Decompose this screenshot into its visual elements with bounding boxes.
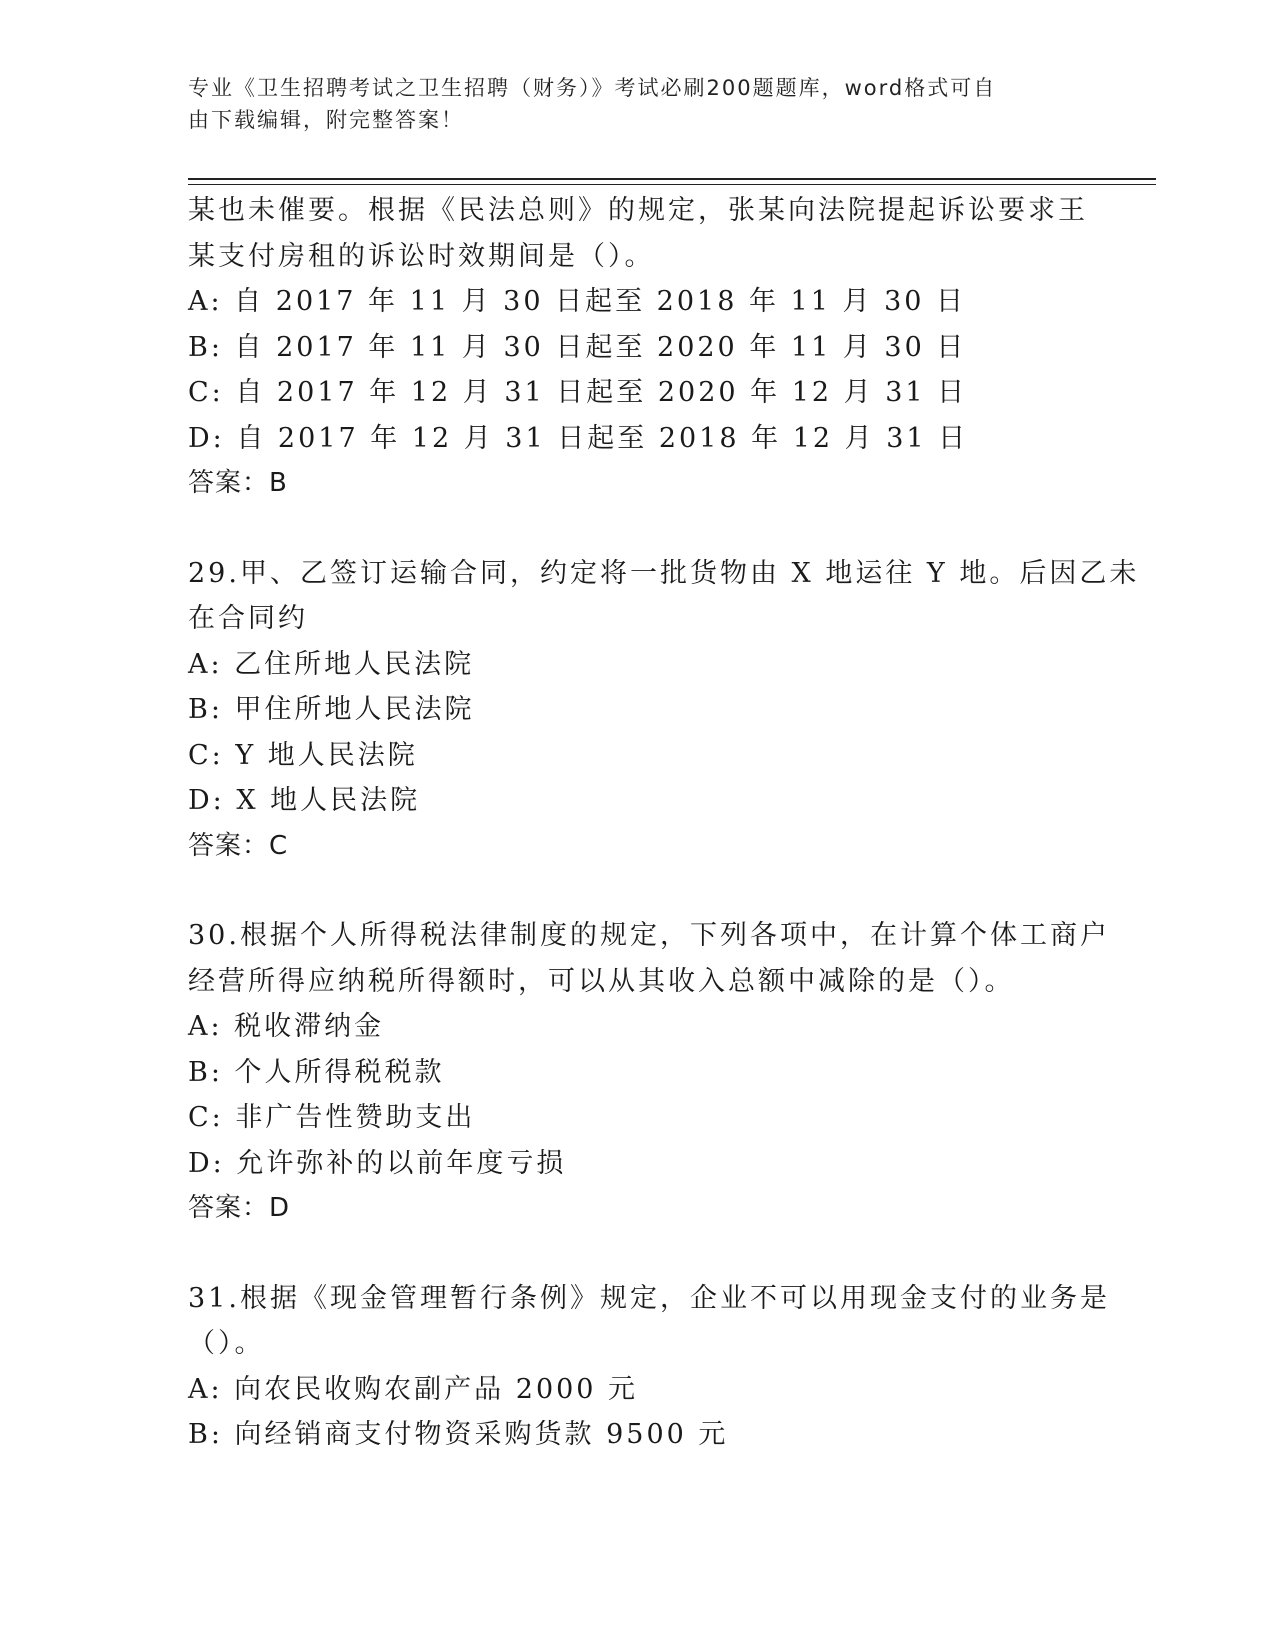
option-a: A: 自 2017 年 11 月 30 日起至 2018 年 11 月 30 日 bbox=[188, 286, 967, 317]
option-a: A: 乙住所地人民法院 bbox=[188, 648, 475, 680]
answer-line: 答案：D bbox=[188, 1193, 291, 1223]
header-divider-thick bbox=[188, 178, 1156, 180]
question-stem-line: （）。 bbox=[188, 1328, 265, 1359]
question-stem-line: 31.根据《现金管理暂行条例》规定，企业不可以用现金支付的业务是 bbox=[188, 1282, 1110, 1314]
answer-line: 答案：B bbox=[188, 468, 288, 498]
question-29 bbox=[188, 551, 1140, 870]
question-stem-line: 29.甲、乙签订运输合同，约定将一批货物由 X 地运往 Y 地。后因乙未 bbox=[188, 557, 1140, 589]
option-d: D: 自 2017 年 12 月 31 日起至 2018 年 12 月 31 日 bbox=[188, 422, 969, 454]
option-a: A: 向农民收购农副产品 2000 元 bbox=[188, 1373, 639, 1405]
header-line-2: 由下载编辑，附完整答案！ bbox=[188, 108, 464, 132]
option-b: B: 向经销商支付物资采购货款 9500 元 bbox=[188, 1419, 729, 1450]
question-stem-line: 经营所得应纳税所得额时，可以从其收入总额中减除的是（）。 bbox=[188, 965, 1015, 997]
question-stem-line: 在合同约 bbox=[188, 603, 308, 634]
option-b: B: 个人所得税税款 bbox=[188, 1056, 445, 1088]
question-stem-line: 某也未催要。根据《民法总则》的规定，张某向法院提起诉讼要求王 bbox=[188, 195, 1088, 226]
document-body bbox=[188, 188, 1140, 1458]
option-d: D: 允许弥补的以前年度亏损 bbox=[188, 1147, 567, 1179]
question-28 bbox=[188, 188, 1088, 507]
option-a: A: 税收滞纳金 bbox=[188, 1011, 385, 1042]
option-b: B: 自 2017 年 11 月 30 日起至 2020 年 11 月 30 日 bbox=[188, 331, 967, 363]
option-b: B: 甲住所地人民法院 bbox=[188, 694, 475, 725]
question-31 bbox=[188, 1276, 1110, 1458]
option-c: C: 自 2017 年 12 月 31 日起至 2020 年 12 月 31 日 bbox=[188, 377, 968, 408]
option-c: C: 非广告性赞助支出 bbox=[188, 1102, 476, 1133]
header-line-1: 专业《卫生招聘考试之卫生招聘（财务）》考试必刷200题题库，word格式可自 bbox=[188, 76, 997, 100]
page-header bbox=[188, 72, 1068, 136]
question-30 bbox=[188, 913, 1110, 1232]
option-d: D: X 地人民法院 bbox=[188, 785, 421, 816]
header-divider-thin bbox=[188, 184, 1156, 185]
question-stem-line: 某支付房租的诉讼时效期间是（）。 bbox=[188, 240, 655, 272]
option-c: C: Y 地人民法院 bbox=[188, 739, 418, 771]
answer-line: 答案：C bbox=[188, 830, 289, 861]
question-stem-line: 30.根据个人所得税法律制度的规定，下列各项中，在计算个体工商户 bbox=[188, 920, 1110, 951]
